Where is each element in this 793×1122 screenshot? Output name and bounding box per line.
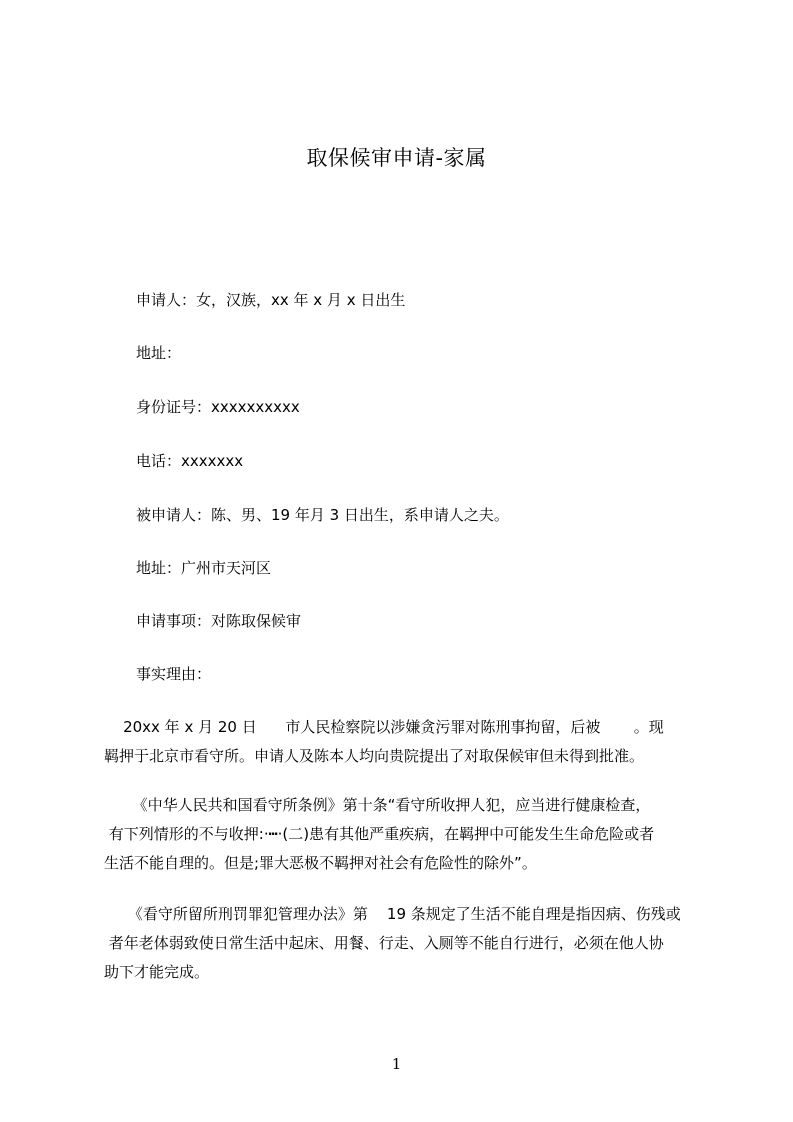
paragraph-line: 助下才能完成。 [104, 963, 210, 981]
paragraph-line: 者年老体弱致使日常生活中起床、用餐、行走、入厕等不能自行进行，必须在他人协 [104, 934, 664, 952]
paragraph-line: 生活不能自理的。但是;罪大恶极不羁押对社会有危险性的除外”。 [104, 854, 537, 872]
id-number-line: 身份证号：xxxxxxxxxx [136, 398, 300, 416]
page-number: 1 [391, 1055, 402, 1073]
facts-heading: 事实理由： [136, 665, 212, 683]
applicant-line: 申请人：女，汉族，xx 年 x 月 x 日出生 [136, 291, 406, 309]
facts-paragraph [104, 713, 724, 771]
address-line: 地址： [136, 344, 182, 362]
paragraph-line: 有下列情形的不与收押:·┅·(二)患有其他严重疾病，在羁押中可能发生生命危险或者 [104, 825, 655, 843]
document-title: 取保候审申请-家属 [306, 146, 487, 170]
paragraph-line: 《中华人民共和国看守所条例》第十条“看守所收押人犯，应当进行健康检查， [104, 796, 651, 814]
request-matter-line: 申请事项：对陈取保候审 [136, 612, 302, 630]
regulation-paragraph [104, 791, 724, 878]
respondent-address-line: 地址：广州市天河区 [136, 559, 272, 577]
paragraph-line: 20xx 年 x 月 20 日 市人民检察院以涉嫌贪污罪对陈刑事拘留，后被 。现 [104, 718, 664, 736]
respondent-line: 被申请人：陈、男、19 年月 3 日出生，系申请人之夫。 [136, 506, 509, 524]
phone-line: 电话：xxxxxxx [136, 452, 244, 470]
management-paragraph [104, 900, 724, 987]
paragraph-line: 羁押于北京市看守所。申请人及陈本人均向贵院提出了对取保候审但未得到批准。 [104, 747, 645, 765]
paragraph-line: 《看守所留所刑罚罪犯管理办法》第 19 条规定了生活不能自理是指因病、伤残或 [104, 905, 681, 923]
